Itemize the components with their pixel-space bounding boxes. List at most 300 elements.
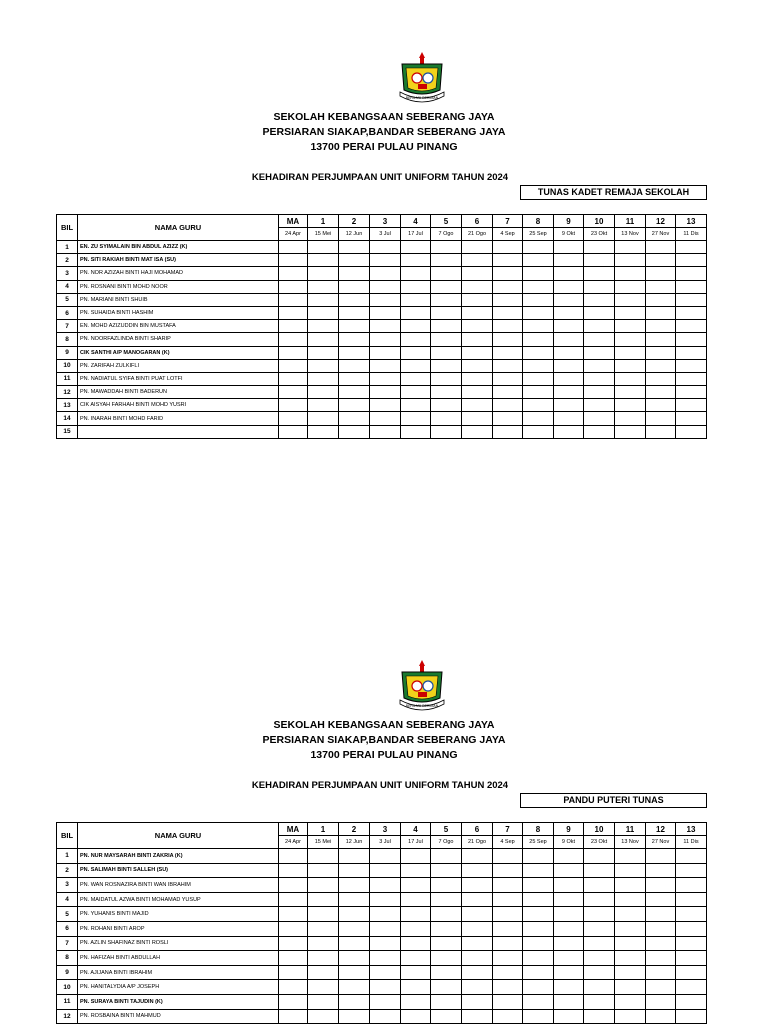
attendance-cell[interactable] [279, 863, 308, 878]
attendance-cell[interactable] [646, 980, 676, 995]
teacher-name: PN. NOORFAZLINDA BINTI SHARIP [78, 333, 279, 346]
attendance-cell[interactable] [493, 863, 523, 878]
attendance-cell[interactable] [279, 980, 308, 995]
attendance-cell[interactable] [339, 936, 370, 951]
attendance-cell[interactable] [554, 994, 584, 1009]
attendance-cell[interactable] [615, 965, 646, 980]
attendance-cell[interactable] [615, 994, 646, 1009]
teacher-name: PN. NOR AZIZAH BINTI HAJI MOHAMAD [78, 267, 279, 280]
attendance-cell[interactable] [493, 892, 523, 907]
attendance-cell[interactable] [523, 892, 554, 907]
attendance-cell[interactable] [370, 980, 401, 995]
attendance-cell[interactable] [339, 878, 370, 893]
attendance-cell[interactable] [308, 921, 339, 936]
attendance-cell[interactable] [308, 1009, 339, 1024]
svg-text:BERILMU BERIMAN: BERILMU BERIMAN [405, 96, 439, 100]
attendance-cell[interactable] [279, 878, 308, 893]
attendance-cell[interactable] [676, 892, 707, 907]
teacher-name: PN. HAFIZAH BINTI ABDULLAH [78, 951, 279, 966]
column-header-meeting: 4 [401, 215, 431, 228]
attendance-cell[interactable] [584, 863, 615, 878]
row-number: 4 [57, 892, 78, 907]
column-header-date: 12 Jun [339, 836, 370, 849]
column-header-date: 24 Apr [279, 228, 308, 241]
row-number: 7 [57, 936, 78, 951]
attendance-cell[interactable] [615, 892, 646, 907]
attendance-cell[interactable] [401, 980, 431, 995]
attendance-cell[interactable] [554, 849, 584, 864]
attendance-cell[interactable] [523, 878, 554, 893]
document-title: KEHADIRAN PERJUMPAAN UNIT UNIFORM TAHUN 2024 [251, 780, 509, 791]
attendance-cell[interactable] [431, 907, 462, 922]
column-header-meeting: 10 [584, 215, 615, 228]
teacher-name: PN. MAIDATUL AZWA BINTI MOHAMAD YUSUP [78, 892, 279, 907]
attendance-cell[interactable] [615, 951, 646, 966]
attendance-cell[interactable] [370, 907, 401, 922]
row-number: 14 [57, 412, 78, 425]
attendance-cell[interactable] [308, 892, 339, 907]
row-number: 10 [57, 980, 78, 995]
attendance-cell[interactable] [279, 907, 308, 922]
column-header-meeting: 6 [462, 215, 493, 228]
attendance-cell[interactable] [493, 965, 523, 980]
row-number: 6 [57, 306, 78, 319]
attendance-cell[interactable] [676, 849, 707, 864]
column-header-meeting: 10 [584, 823, 615, 836]
row-number: 8 [57, 951, 78, 966]
column-header-meeting: 13 [676, 823, 707, 836]
column-header-meeting: 11 [615, 215, 646, 228]
teacher-name: PN. MAWADDAH BINTI BADERUN [78, 386, 279, 399]
attendance-cell[interactable] [462, 907, 493, 922]
attendance-cell[interactable] [493, 951, 523, 966]
attendance-cell[interactable] [279, 849, 308, 864]
teacher-name: PN. YUHANIS BINTI MAJID [78, 907, 279, 922]
attendance-cell[interactable] [370, 892, 401, 907]
school-city: 13700 PERAI PULAU PINANG [310, 141, 458, 153]
attendance-cell[interactable] [462, 980, 493, 995]
attendance-cell[interactable] [646, 1009, 676, 1024]
column-header-date: 11 Dis [676, 836, 707, 849]
attendance-cell[interactable] [370, 936, 401, 951]
attendance-cell[interactable] [554, 980, 584, 995]
column-header-date: 15 Mei [308, 228, 339, 241]
teacher-name: PN. SITI RAKIAH BINTI MAT ISA (SU) [78, 254, 279, 267]
column-header-date: 4 Sep [493, 836, 523, 849]
attendance-cell[interactable] [523, 907, 554, 922]
attendance-cell[interactable] [554, 921, 584, 936]
attendance-cell[interactable] [370, 878, 401, 893]
attendance-cell[interactable] [462, 965, 493, 980]
attendance-cell[interactable] [279, 951, 308, 966]
attendance-cell[interactable] [676, 907, 707, 922]
column-header-meeting: 9 [554, 823, 584, 836]
attendance-cell[interactable] [493, 1009, 523, 1024]
attendance-cell[interactable] [554, 863, 584, 878]
row-number: 2 [57, 863, 78, 878]
attendance-cell[interactable] [615, 863, 646, 878]
attendance-cell[interactable] [646, 936, 676, 951]
column-header-date: 3 Jul [370, 228, 401, 241]
row-number: 7 [57, 320, 78, 333]
attendance-cell[interactable] [676, 965, 707, 980]
attendance-cell[interactable] [431, 936, 462, 951]
attendance-cell[interactable] [584, 921, 615, 936]
row-number: 2 [57, 254, 78, 267]
row-number: 3 [57, 878, 78, 893]
attendance-cell[interactable] [493, 878, 523, 893]
attendance-cell[interactable] [676, 921, 707, 936]
attendance-cell[interactable] [279, 994, 308, 1009]
column-header-meeting: 8 [523, 823, 554, 836]
attendance-cell[interactable] [676, 878, 707, 893]
attendance-cell[interactable] [493, 980, 523, 995]
teacher-name: EN. ZU SYIMALAIN BIN ABDUL AZIZZ (K) [78, 241, 279, 254]
column-header-bil: BIL [57, 215, 78, 241]
table-row [57, 921, 707, 936]
column-header-meeting: 5 [431, 215, 462, 228]
attendance-cell[interactable] [431, 878, 462, 893]
attendance-cell[interactable] [401, 951, 431, 966]
attendance-cell[interactable] [615, 921, 646, 936]
teacher-name: EN. MOHD AZIZUDDIN BIN MUSTAFA [78, 320, 279, 333]
attendance-cell[interactable] [401, 849, 431, 864]
attendance-cell[interactable] [615, 878, 646, 893]
column-header-date: 12 Jun [339, 228, 370, 241]
teacher-name: PN. HANITALYDIA A/P JOSEPH [78, 980, 279, 995]
table-row [57, 878, 707, 893]
attendance-cell[interactable] [308, 849, 339, 864]
attendance-cell[interactable] [676, 863, 707, 878]
attendance-cell[interactable] [523, 1009, 554, 1024]
teacher-name: PN. NADIATUL SYIFA BINTI PUAT LOTFI [78, 372, 279, 385]
attendance-cell[interactable] [554, 965, 584, 980]
attendance-cell[interactable] [339, 994, 370, 1009]
attendance-cell[interactable] [462, 863, 493, 878]
column-header-meeting: 2 [339, 215, 370, 228]
school-name: SEKOLAH KEBANGSAAN SEBERANG JAYA [273, 111, 495, 123]
attendance-cell[interactable] [493, 907, 523, 922]
column-header-date: 15 Mei [308, 836, 339, 849]
attendance-cell[interactable] [554, 936, 584, 951]
teacher-name: PN. NUR MAYSARAH BINTI ZAKRIA (K) [78, 849, 279, 864]
attendance-cell[interactable] [279, 1009, 308, 1024]
row-number: 1 [57, 241, 78, 254]
attendance-cell[interactable] [676, 994, 707, 1009]
attendance-cell[interactable] [676, 980, 707, 995]
attendance-cell[interactable] [462, 849, 493, 864]
attendance-cell[interactable] [308, 936, 339, 951]
attendance-cell[interactable] [646, 951, 676, 966]
column-header-nama-guru: NAMA GURU [78, 823, 279, 849]
attendance-cell[interactable] [462, 1009, 493, 1024]
attendance-cell[interactable] [431, 951, 462, 966]
attendance-cell[interactable] [615, 849, 646, 864]
teacher-name: PN. SALIMAH BINTI SALLEH (SU) [78, 863, 279, 878]
table-row [57, 994, 707, 1009]
attendance-cell[interactable] [339, 951, 370, 966]
attendance-cell[interactable] [462, 936, 493, 951]
column-header-date: 27 Nov [646, 228, 676, 241]
attendance-cell[interactable] [401, 863, 431, 878]
teacher-name: PN. AJIJANA BINTI IBRAHIM [78, 965, 279, 980]
row-number: 1 [57, 849, 78, 864]
column-header-date: 23 Okt [584, 836, 615, 849]
attendance-cell[interactable] [646, 849, 676, 864]
attendance-cell[interactable] [584, 849, 615, 864]
column-header-date: 9 Okt [554, 228, 584, 241]
row-number: 9 [57, 346, 78, 359]
attendance-cell[interactable] [615, 936, 646, 951]
attendance-cell[interactable] [401, 994, 431, 1009]
attendance-cell[interactable] [431, 980, 462, 995]
school-city: 13700 PERAI PULAU PINANG [310, 749, 458, 761]
column-header-date: 17 Jul [401, 836, 431, 849]
column-header-meeting: 6 [462, 823, 493, 836]
row-number: 11 [57, 372, 78, 385]
teacher-name: CIK SANTHI A/P MANOGARAN (K) [78, 346, 279, 359]
column-header-date: 7 Ogo [431, 836, 462, 849]
document-title: KEHADIRAN PERJUMPAAN UNIT UNIFORM TAHUN 2024 [251, 172, 509, 183]
column-header-date: 25 Sep [523, 228, 554, 241]
attendance-cell[interactable] [370, 965, 401, 980]
attendance-cell[interactable] [370, 994, 401, 1009]
attendance-cell[interactable] [646, 907, 676, 922]
attendance-cell[interactable] [462, 951, 493, 966]
attendance-cell[interactable] [401, 965, 431, 980]
attendance-cell[interactable] [615, 907, 646, 922]
teacher-name: PN. ROHANI BINTI AROP [78, 921, 279, 936]
row-number: 15 [57, 425, 78, 438]
unit-name-box: PANDU PUTERI TUNAS [520, 793, 707, 808]
attendance-cell[interactable] [339, 980, 370, 995]
column-header-date: 21 Ogo [462, 228, 493, 241]
attendance-cell[interactable] [401, 1009, 431, 1024]
attendance-cell[interactable] [615, 980, 646, 995]
column-header-date: 23 Okt [584, 228, 615, 241]
school-street: PERSIARAN SIAKAP,BANDAR SEBERANG JAYA [262, 126, 506, 138]
attendance-cell[interactable] [584, 980, 615, 995]
column-header-date: 13 Nov [615, 836, 646, 849]
table-row [57, 980, 707, 995]
attendance-cell[interactable] [339, 1009, 370, 1024]
attendance-cell[interactable] [401, 878, 431, 893]
attendance-cell[interactable] [308, 863, 339, 878]
table-row [57, 951, 707, 966]
school-street: PERSIARAN SIAKAP,BANDAR SEBERANG JAYA [262, 734, 506, 746]
attendance-cell[interactable] [401, 892, 431, 907]
attendance-cell[interactable] [584, 936, 615, 951]
attendance-cell[interactable] [339, 892, 370, 907]
row-number: 6 [57, 921, 78, 936]
column-header-date: 4 Sep [493, 228, 523, 241]
row-number: 13 [57, 399, 78, 412]
column-header-meeting: 7 [493, 215, 523, 228]
attendance-cell[interactable] [431, 994, 462, 1009]
row-number: 8 [57, 333, 78, 346]
header-row-meetings [57, 823, 707, 836]
attendance-cell[interactable] [646, 994, 676, 1009]
attendance-cell[interactable] [339, 907, 370, 922]
row-number: 4 [57, 280, 78, 293]
attendance-cell[interactable] [523, 863, 554, 878]
row-number: 5 [57, 907, 78, 922]
attendance-cell[interactable] [554, 878, 584, 893]
svg-text:BERILMU BERIMAN: BERILMU BERIMAN [405, 704, 439, 708]
attendance-cell[interactable] [370, 921, 401, 936]
attendance-cell[interactable] [370, 863, 401, 878]
attendance-cell[interactable] [339, 965, 370, 980]
column-header-meeting: 4 [401, 823, 431, 836]
attendance-cell[interactable] [584, 951, 615, 966]
row-number: 11 [57, 994, 78, 1009]
attendance-cell[interactable] [523, 936, 554, 951]
attendance-cell[interactable] [431, 921, 462, 936]
attendance-cell[interactable] [462, 921, 493, 936]
column-header-meeting: MA [279, 215, 308, 228]
attendance-cell[interactable] [493, 849, 523, 864]
attendance-cell[interactable] [646, 965, 676, 980]
teacher-name: PN. AZLIN SHAFINAZ BINTI ROSLI [78, 936, 279, 951]
attendance-cell[interactable] [308, 965, 339, 980]
column-header-meeting: 13 [676, 215, 707, 228]
attendance-cell[interactable] [370, 849, 401, 864]
attendance-cell[interactable] [493, 921, 523, 936]
row-number: 5 [57, 293, 78, 306]
attendance-cell[interactable] [431, 849, 462, 864]
attendance-cell[interactable] [339, 849, 370, 864]
teacher-name: PN. WAN ROSNAZIRA BINTI WAN IBRAHIM [78, 878, 279, 893]
attendance-cell[interactable] [554, 1009, 584, 1024]
table-row [57, 849, 707, 864]
attendance-cell[interactable] [308, 980, 339, 995]
column-header-meeting: 8 [523, 215, 554, 228]
attendance-cell[interactable] [308, 951, 339, 966]
attendance-cell[interactable] [401, 936, 431, 951]
attendance-cell[interactable] [676, 951, 707, 966]
column-header-nama-guru: NAMA GURU [78, 215, 279, 241]
attendance-cell[interactable] [431, 1009, 462, 1024]
attendance-cell[interactable] [676, 1009, 707, 1024]
table-row [57, 936, 707, 951]
column-header-date: 21 Ogo [462, 836, 493, 849]
column-header-meeting: 2 [339, 823, 370, 836]
column-header-meeting: 1 [308, 215, 339, 228]
school-name: SEKOLAH KEBANGSAAN SEBERANG JAYA [273, 719, 495, 731]
teacher-name: PN. ROSNANI BINTI MOHD NOOR [78, 280, 279, 293]
attendance-cell[interactable] [584, 878, 615, 893]
attendance-cell[interactable] [279, 965, 308, 980]
attendance-cell[interactable] [554, 892, 584, 907]
attendance-cell[interactable] [462, 994, 493, 1009]
teacher-name: PN. SUHAIDA BINTI HASHIM [78, 306, 279, 319]
attendance-cell[interactable] [676, 936, 707, 951]
attendance-cell[interactable] [584, 892, 615, 907]
attendance-cell[interactable] [493, 936, 523, 951]
row-number: 9 [57, 965, 78, 980]
attendance-cell[interactable] [308, 994, 339, 1009]
attendance-cell[interactable] [339, 921, 370, 936]
attendance-cell[interactable] [584, 1009, 615, 1024]
attendance-cell[interactable] [523, 921, 554, 936]
column-header-meeting: 9 [554, 215, 584, 228]
attendance-table [56, 822, 707, 1024]
attendance-cell[interactable] [646, 878, 676, 893]
column-header-date: 7 Ogo [431, 228, 462, 241]
attendance-cell[interactable] [279, 921, 308, 936]
teacher-name: PN. INARAH BINTI MOHD FARID [78, 412, 279, 425]
row-number: 12 [57, 386, 78, 399]
column-header-meeting: 5 [431, 823, 462, 836]
attendance-cell[interactable] [523, 965, 554, 980]
attendance-cell[interactable] [431, 892, 462, 907]
teacher-name: PN. MARIANI BINTI SHUIB [78, 293, 279, 306]
column-header-meeting: 12 [646, 215, 676, 228]
attendance-cell[interactable] [279, 892, 308, 907]
attendance-cell[interactable] [584, 907, 615, 922]
column-header-date: 27 Nov [646, 836, 676, 849]
row-number: 10 [57, 359, 78, 372]
column-header-date: 9 Okt [554, 836, 584, 849]
attendance-cell[interactable] [370, 951, 401, 966]
teacher-name: PN. SURAYA BINTI TAJUDIN (K) [78, 994, 279, 1009]
table-row [57, 907, 707, 922]
attendance-cell[interactable] [370, 1009, 401, 1024]
teacher-name: PN. ZARIFAH ZULKIFLI [78, 359, 279, 372]
attendance-cell[interactable] [431, 863, 462, 878]
attendance-cell[interactable] [554, 951, 584, 966]
teacher-name: PN. ROSBAINA BINTI MAHMUD [78, 1009, 279, 1024]
column-header-date: 3 Jul [370, 836, 401, 849]
column-header-date: 11 Dis [676, 228, 707, 241]
column-header-meeting: 12 [646, 823, 676, 836]
attendance-cell[interactable] [523, 994, 554, 1009]
attendance-cell[interactable] [584, 965, 615, 980]
attendance-cell[interactable] [431, 965, 462, 980]
row-number: 3 [57, 267, 78, 280]
column-header-meeting: 1 [308, 823, 339, 836]
attendance-cell[interactable] [279, 936, 308, 951]
column-header-meeting: 11 [615, 823, 646, 836]
table-row [57, 1009, 707, 1024]
column-header-date: 17 Jul [401, 228, 431, 241]
attendance-cell[interactable] [615, 1009, 646, 1024]
attendance-cell[interactable] [523, 951, 554, 966]
attendance-cell[interactable] [646, 863, 676, 878]
attendance-cell[interactable] [584, 994, 615, 1009]
attendance-cell[interactable] [646, 892, 676, 907]
attendance-cell[interactable] [646, 921, 676, 936]
column-header-meeting: 3 [370, 215, 401, 228]
column-header-date: 24 Apr [279, 836, 308, 849]
attendance-cell[interactable] [493, 994, 523, 1009]
attendance-cell[interactable] [339, 863, 370, 878]
column-header-meeting: MA [279, 823, 308, 836]
attendance-cell[interactable] [308, 878, 339, 893]
attendance-cell[interactable] [523, 980, 554, 995]
teacher-name: CIK AISYAH FARHAH BINTI MOHD YUSRI [78, 399, 279, 412]
attendance-cell[interactable] [554, 907, 584, 922]
table-row [57, 892, 707, 907]
attendance-cell[interactable] [308, 907, 339, 922]
attendance-cell[interactable] [523, 849, 554, 864]
row-number: 12 [57, 1009, 78, 1024]
attendance-cell[interactable] [462, 892, 493, 907]
attendance-cell[interactable] [462, 878, 493, 893]
column-header-meeting: 3 [370, 823, 401, 836]
attendance-cell[interactable] [401, 921, 431, 936]
attendance-cell[interactable] [401, 907, 431, 922]
